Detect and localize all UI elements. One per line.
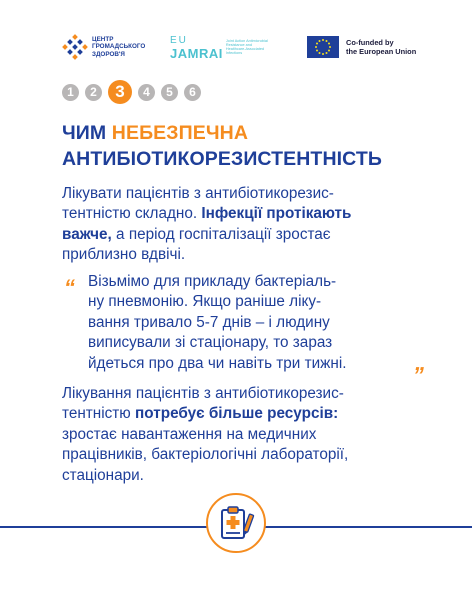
p2-line-5: стаціонари. — [62, 466, 144, 484]
eu-flag-icon — [307, 36, 339, 58]
phc-line-1: ЦЕНТР — [92, 35, 114, 43]
p2-line-2-text: тентністю — [62, 405, 136, 423]
quote-line-5: йдеться про два чи навіть три тижні. — [88, 354, 347, 372]
p1-line-2-text: тентністю складно. — [62, 205, 202, 223]
jamrai-name: JAMRAI — [170, 46, 223, 61]
step-4: 4 — [138, 84, 155, 101]
step-6: 6 — [184, 84, 201, 101]
resources-paragraph — [62, 384, 410, 486]
step-1: 1 — [62, 84, 79, 101]
open-quote-icon: “ — [64, 275, 75, 300]
title-line-1 — [62, 120, 382, 146]
p2-line-2 — [62, 404, 410, 424]
p1-line-4: приблизно вдвічі. — [62, 246, 186, 264]
p1-line-3 — [62, 225, 410, 245]
title-highlight: НЕБЕЗПЕЧНА — [111, 122, 248, 144]
title-line-1-prefix: ЧИМ — [62, 122, 112, 144]
phc-logo — [62, 34, 145, 60]
phc-line-2: ГРОМАДСЬКОГО — [92, 43, 146, 51]
p2-line-3: зростає навантаження на медичних — [62, 425, 317, 443]
step-3-active: 3 — [108, 80, 132, 104]
intro-paragraph — [62, 184, 410, 266]
page-title — [62, 120, 382, 172]
step-2: 2 — [85, 84, 102, 101]
jamrai-eu: EU — [170, 35, 188, 46]
p1-line-3-text: а період госпіталізації зростає — [111, 225, 331, 243]
quote-line-1: Візьмімо для прикладу бактеріаль- — [88, 273, 337, 290]
eu-cofunded-logo — [307, 36, 416, 58]
jamrai-wordmark — [170, 34, 223, 60]
p2-line-2-bold: потребує більше ресурсів: — [135, 405, 339, 423]
medical-clipboard-icon — [217, 504, 255, 542]
p1-line-3-bold: важче, — [62, 225, 112, 243]
quote-text — [88, 272, 410, 374]
quote-line-4: виписували зі стаціонару, то зараз — [88, 334, 333, 352]
logo-bar — [62, 34, 432, 64]
quote-line-3: вання тривало 5-7 днів – і людину — [88, 313, 330, 331]
phc-logo-icon — [62, 34, 88, 60]
medical-clipboard-badge — [206, 493, 266, 553]
p2-line-1: Лікування пацієнтів з антибіотикорезис- — [62, 385, 344, 402]
step-5: 5 — [161, 84, 178, 101]
jamrai-subtitle: Joint Action Antimicrobial Resistance and Healthcare-Associated Infections — [225, 38, 268, 56]
p1-line-2-bold: Інфекції протікають — [201, 205, 352, 223]
quote-line-2: ну пневмонію. Якщо раніше ліку- — [88, 293, 322, 311]
p2-line-4: працівників, бактеріологічні лабораторії, — [62, 446, 349, 464]
title-line-2: АНТИБІОТИКОРЕЗИСТЕНТНІСТЬ — [62, 148, 382, 170]
eu-line-1: Co-funded by — [346, 37, 394, 47]
close-quote-icon: „ — [415, 350, 426, 375]
eu-jamrai-logo — [170, 34, 270, 60]
eu-cofunded-text — [346, 38, 416, 57]
eu-line-2: the European Union — [346, 47, 417, 56]
phc-logo-text — [92, 36, 145, 58]
p1-line-1: Лікувати пацієнтів з антибіотикорезис- — [62, 185, 334, 202]
step-indicator — [62, 80, 207, 104]
p1-line-2 — [62, 204, 410, 224]
phc-line-3: ЗДОРОВ'Я — [92, 50, 125, 58]
